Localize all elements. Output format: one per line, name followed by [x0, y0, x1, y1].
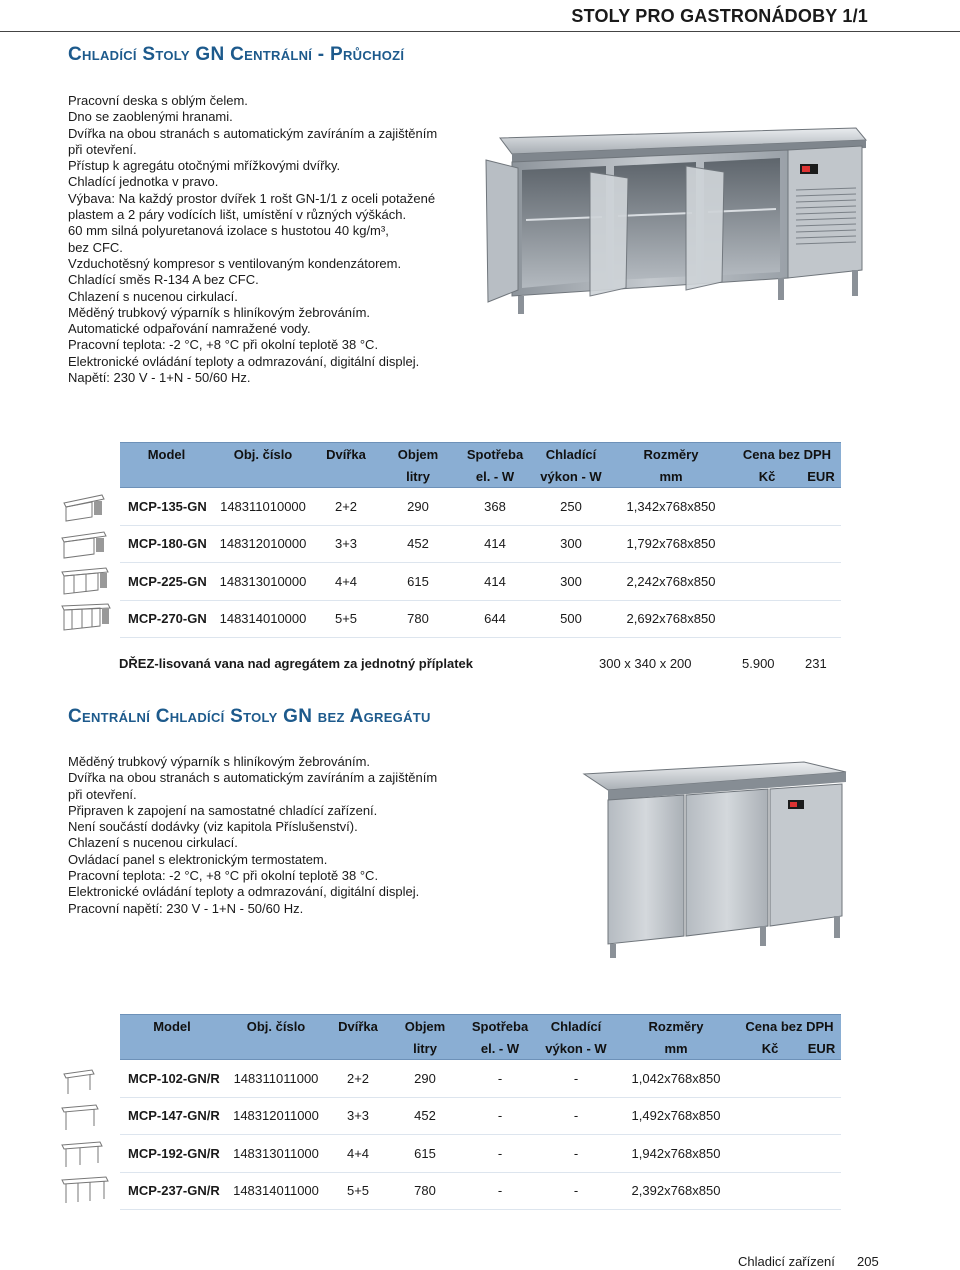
- sink-surcharge-label: DŘEZ-lisovaná vana nad agregátem za jednotný příplatek: [119, 656, 473, 671]
- feature-item: Elektronické ovládání teploty a odmrazování, digitální displej.: [68, 884, 420, 900]
- footer-category: Chladicí zařízení: [738, 1254, 835, 1269]
- col-unit-power: el. - W: [457, 465, 533, 488]
- col-unit-czk: Kč: [738, 1037, 802, 1060]
- feature-item: Dno se zaoblenými hranami.: [68, 109, 233, 125]
- cell-price-eur: [802, 1135, 841, 1173]
- thumb-table-3-doors-icon: [60, 530, 108, 560]
- feature-item: Připraven k zapojení na samostatné chladící zařízení.: [68, 802, 378, 818]
- feature-item: Pracovní teplota: -2 °C, +8 °C při okolní teplotě 38 °C.: [68, 337, 379, 353]
- table-row: [120, 1135, 841, 1173]
- cell-power: -: [462, 1172, 538, 1210]
- col-unit-power: el. - W: [462, 1037, 538, 1060]
- table-header-row: [120, 1015, 841, 1038]
- cell-cooling: 250: [533, 488, 609, 526]
- cell-model: MCP-237-GN/R: [120, 1172, 224, 1210]
- cell-price-eur: [801, 600, 841, 638]
- cell-power: 644: [457, 600, 533, 638]
- sink-surcharge-price-czk: 5.900: [742, 656, 775, 671]
- cell-price-czk: [738, 1172, 802, 1210]
- cell-doors: 2+2: [313, 488, 379, 526]
- cell-volume: 452: [388, 1097, 462, 1135]
- cell-power: -: [462, 1060, 538, 1098]
- table-row: [120, 1097, 841, 1135]
- feature-item: Pracovní teplota: -2 °C, +8 °C při okolní teplotě 38 °C.: [68, 868, 379, 884]
- cell-code: 148313010000: [213, 563, 313, 601]
- cell-model: MCP-147-GN/R: [120, 1097, 224, 1135]
- feature-item: Pracovní deska s oblým čelem.: [68, 93, 248, 108]
- cell-price-eur: [801, 525, 841, 563]
- table-row: [120, 1172, 841, 1210]
- col-unit-eur: EUR: [801, 465, 841, 488]
- thumb-table-5-doors-icon: [60, 1175, 112, 1205]
- col-header-price: Cena bez DPH: [733, 443, 841, 466]
- feature-item: při otevření.: [68, 786, 137, 802]
- cell-model: MCP-192-GN/R: [120, 1135, 224, 1173]
- cell-doors: 4+4: [313, 563, 379, 601]
- feature-item: Přístup k agregátu otočnými mřížkovými dvířky.: [68, 158, 341, 174]
- cell-dims: 1,492x768x850: [614, 1097, 738, 1135]
- cell-model: MCP-135-GN: [120, 488, 213, 526]
- cell-model: MCP-180-GN: [120, 525, 213, 563]
- cell-price-czk: [733, 563, 801, 601]
- sink-surcharge-price-eur: 231: [805, 656, 827, 671]
- col-unit-dims: mm: [609, 465, 733, 488]
- cell-dims: 1,342x768x850: [609, 488, 733, 526]
- feature-item: Chladící jednotka v pravo.: [68, 174, 219, 190]
- col-header-price: Cena bez DPH: [738, 1015, 841, 1038]
- cell-price-eur: [802, 1097, 841, 1135]
- feature-item: Vzduchotěsný kompresor s ventilovaným kondenzátorem.: [68, 255, 402, 271]
- feature-item: Ovládací panel s elektronickým termostatem.: [68, 851, 328, 867]
- section1-feature-list: [68, 93, 437, 386]
- feature-item: Dvířka na obou stranách s automatickým zavíráním a zajištěním: [68, 125, 438, 141]
- feature-item: Chladící směs R-134 A bez CFC.: [68, 272, 259, 288]
- col-unit-volume: litry: [388, 1037, 462, 1060]
- col-header-volume: Objem: [388, 1015, 462, 1038]
- cell-price-czk: [733, 488, 801, 526]
- cell-doors: 3+3: [328, 1097, 388, 1135]
- col-header-cooling: Chladící: [538, 1015, 614, 1038]
- col-header-doors: Dvířka: [313, 443, 379, 466]
- col-header-dims: Rozměry: [614, 1015, 738, 1038]
- thumb-table-2-doors-icon: [62, 493, 106, 523]
- cell-dims: 2,392x768x850: [614, 1172, 738, 1210]
- col-header-dims: Rozměry: [609, 443, 733, 466]
- table-row: [120, 1060, 841, 1098]
- cell-power: 414: [457, 525, 533, 563]
- cell-cooling: -: [538, 1060, 614, 1098]
- table-header-units-row: [120, 1037, 841, 1060]
- col-unit: [224, 1037, 328, 1060]
- col-unit: [313, 465, 379, 488]
- cell-price-czk: [738, 1097, 802, 1135]
- cell-cooling: 300: [533, 563, 609, 601]
- sink-surcharge-dims: 300 x 340 x 200: [599, 656, 692, 671]
- cell-doors: 5+5: [313, 600, 379, 638]
- feature-item: Měděný trubkový výparník s hliníkovým žebrováním.: [68, 754, 371, 769]
- feature-item: Napětí: 230 V - 1+N - 50/60 Hz.: [68, 370, 251, 386]
- section1-title: Chladící Stoly GN Centrální - Průchozí: [68, 44, 405, 65]
- cell-cooling: 500: [533, 600, 609, 638]
- col-header-code: Obj. číslo: [224, 1015, 328, 1038]
- feature-item: plastem a 2 páry vodících lišt, umístění v různých výškách.: [68, 207, 407, 223]
- feature-item: Měděný trubkový výparník s hliníkovým žebrováním.: [68, 304, 371, 320]
- feature-item: při otevření.: [68, 141, 137, 157]
- cell-dims: 2,242x768x850: [609, 563, 733, 601]
- cell-volume: 290: [388, 1060, 462, 1098]
- feature-item: Chlazení s nucenou cirkulací.: [68, 288, 238, 304]
- feature-item: Dvířka na obou stranách s automatickým zavíráním a zajištěním: [68, 770, 438, 786]
- cell-cooling: -: [538, 1097, 614, 1135]
- cell-model: MCP-102-GN/R: [120, 1060, 224, 1098]
- col-header-power: Spotřeba: [462, 1015, 538, 1038]
- section2-spec-table: [120, 1014, 841, 1210]
- col-unit: [328, 1037, 388, 1060]
- cell-price-czk: [738, 1135, 802, 1173]
- cell-code: 148314010000: [213, 600, 313, 638]
- col-header-code: Obj. číslo: [213, 443, 313, 466]
- cell-volume: 615: [388, 1135, 462, 1173]
- cell-power: 414: [457, 563, 533, 601]
- cell-volume: 290: [379, 488, 457, 526]
- col-header-model: Model: [120, 1015, 224, 1038]
- cell-code: 148313011000: [224, 1135, 328, 1173]
- cell-dims: 1,042x768x850: [614, 1060, 738, 1098]
- cell-cooling: -: [538, 1172, 614, 1210]
- cell-cooling: 300: [533, 525, 609, 563]
- col-unit-czk: Kč: [733, 465, 801, 488]
- cell-price-eur: [802, 1172, 841, 1210]
- cell-price-czk: [738, 1060, 802, 1098]
- feature-item: bez CFC.: [68, 239, 123, 255]
- feature-item: Elektronické ovládání teploty a odmrazování, digitální displej.: [68, 353, 420, 369]
- col-header-cooling: Chladící: [533, 443, 609, 466]
- thumb-table-4-doors-icon: [60, 566, 110, 596]
- section2-title: Centrální Chladící Stoly GN bez Agregátu: [68, 706, 431, 727]
- col-unit-cooling: výkon - W: [538, 1037, 614, 1060]
- feature-item: Automatické odpařování namražené vody.: [68, 321, 311, 337]
- table-row: [120, 525, 841, 563]
- col-unit-eur: EUR: [802, 1037, 841, 1060]
- cell-price-eur: [802, 1060, 841, 1098]
- cell-code: 148312011000: [224, 1097, 328, 1135]
- feature-item: Není součástí dodávky (viz kapitola Příslušenství).: [68, 819, 358, 835]
- product-photo-counter-without-aggregate: [580, 760, 850, 960]
- table-row: [120, 488, 841, 526]
- cell-dims: 1,792x768x850: [609, 525, 733, 563]
- cell-doors: 4+4: [328, 1135, 388, 1173]
- thumb-table-3-doors-icon: [60, 1102, 104, 1132]
- thumb-table-4-doors-icon: [60, 1139, 108, 1169]
- col-unit: [120, 465, 213, 488]
- col-unit-volume: litry: [379, 465, 457, 488]
- cell-power: 368: [457, 488, 533, 526]
- section2-feature-list: [68, 754, 437, 917]
- cell-doors: 3+3: [313, 525, 379, 563]
- page-header-title: STOLY PRO GASTRONÁDOBY 1/1: [571, 6, 868, 26]
- cell-model: MCP-270-GN: [120, 600, 213, 638]
- table-row: [120, 563, 841, 601]
- feature-item: Chlazení s nucenou cirkulací.: [68, 835, 238, 851]
- cell-price-eur: [801, 563, 841, 601]
- cell-code: 148311011000: [224, 1060, 328, 1098]
- footer-page-number: 205: [857, 1254, 879, 1269]
- section1-spec-table: [120, 442, 841, 638]
- cell-doors: 5+5: [328, 1172, 388, 1210]
- cell-volume: 780: [388, 1172, 462, 1210]
- cell-power: -: [462, 1135, 538, 1173]
- table-header-row: [120, 443, 841, 466]
- col-header-doors: Dvířka: [328, 1015, 388, 1038]
- cell-price-czk: [733, 600, 801, 638]
- thumb-table-5-doors-icon: [60, 602, 112, 632]
- cell-volume: 615: [379, 563, 457, 601]
- cell-model: MCP-225-GN: [120, 563, 213, 601]
- feature-item: Výbava: Na každý prostor dvířek 1 rošt GN-1/1 z oceli potažené: [68, 190, 436, 206]
- feature-item: 60 mm silná polyuretanová izolace s hustotou 40 kg/m³,: [68, 223, 389, 239]
- thumb-table-2-doors-icon: [62, 1066, 102, 1096]
- col-header-model: Model: [120, 443, 213, 466]
- cell-code: 148314011000: [224, 1172, 328, 1210]
- col-header-power: Spotřeba: [457, 443, 533, 466]
- cell-dims: 2,692x768x850: [609, 600, 733, 638]
- cell-cooling: -: [538, 1135, 614, 1173]
- cell-price-czk: [733, 525, 801, 563]
- col-unit-cooling: výkon - W: [533, 465, 609, 488]
- col-unit-dims: mm: [614, 1037, 738, 1060]
- cell-volume: 452: [379, 525, 457, 563]
- col-header-volume: Objem: [379, 443, 457, 466]
- table-row: [120, 600, 841, 638]
- col-unit: [120, 1037, 224, 1060]
- cell-code: 148312010000: [213, 525, 313, 563]
- product-photo-pass-through-counter: [478, 120, 868, 320]
- cell-dims: 1,942x768x850: [614, 1135, 738, 1173]
- cell-code: 148311010000: [213, 488, 313, 526]
- cell-power: -: [462, 1097, 538, 1135]
- cell-price-eur: [801, 488, 841, 526]
- cell-doors: 2+2: [328, 1060, 388, 1098]
- header-rule: [0, 31, 960, 32]
- col-unit: [213, 465, 313, 488]
- cell-volume: 780: [379, 600, 457, 638]
- feature-item: Pracovní napětí: 230 V - 1+N - 50/60 Hz.: [68, 900, 304, 916]
- table-header-units-row: [120, 465, 841, 488]
